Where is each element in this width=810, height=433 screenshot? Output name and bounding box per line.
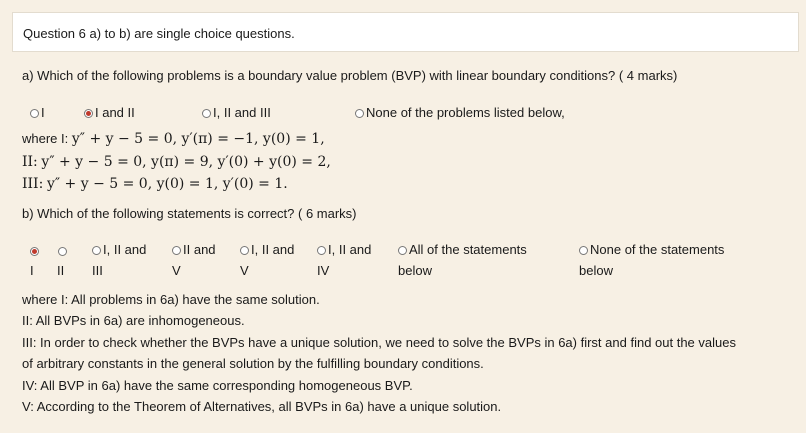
part-b-option-7[interactable]: All of the statements bbox=[398, 242, 527, 257]
part-b-option-1[interactable] bbox=[30, 243, 41, 258]
part-b-option-4[interactable]: II and bbox=[172, 242, 216, 257]
equation-2-line bbox=[22, 154, 331, 170]
equation-2-label: II: bbox=[22, 154, 38, 170]
part-b-option-8[interactable]: None of the statements bbox=[579, 242, 724, 257]
radio-icon[interactable] bbox=[317, 246, 326, 255]
radio-icon[interactable] bbox=[355, 109, 364, 118]
radio-icon[interactable] bbox=[579, 246, 588, 255]
question-header bbox=[12, 12, 799, 52]
statement-iv: IV: All BVP in 6a) have the same corresponding homogeneous BVP. bbox=[22, 378, 413, 393]
question-body bbox=[12, 58, 797, 426]
radio-icon[interactable] bbox=[172, 246, 181, 255]
radio-icon[interactable] bbox=[202, 109, 211, 118]
radio-selected-icon[interactable] bbox=[84, 109, 93, 118]
part-b-option-5-label: V bbox=[240, 263, 249, 278]
option-label: I bbox=[41, 105, 45, 120]
part-b-option-6-label: IV bbox=[317, 263, 330, 278]
part-a-option-4[interactable] bbox=[355, 105, 565, 120]
statement-iii-continued: of arbitrary constants in the general solution by the fulfilling boundary conditions. bbox=[22, 356, 484, 371]
part-b-option-2-label: II bbox=[57, 263, 65, 278]
statement-iii: III: In order to check whether the BVPs have a unique solution, we need to solve the BVPs in 6a) first and find out the values bbox=[22, 335, 736, 350]
equation-3-line bbox=[22, 176, 288, 192]
radio-icon[interactable] bbox=[58, 247, 67, 256]
radio-icon[interactable] bbox=[92, 246, 101, 255]
part-b-option-3[interactable]: I, II and bbox=[92, 242, 146, 257]
option-label: None of the problems listed below, bbox=[366, 105, 565, 120]
equation-3-label: III: bbox=[22, 176, 44, 192]
statement-i: where I: All problems in 6a) have the same solution. bbox=[22, 292, 320, 307]
statement-v: V: According to the Theorem of Alternatives, all BVPs in 6a) have a unique solution. bbox=[22, 399, 502, 414]
option-label: I, II and III bbox=[213, 105, 271, 120]
part-b-question: b) Which of the following statements is correct? ( 6 marks) bbox=[22, 206, 357, 221]
part-b-option-4-label: V bbox=[172, 263, 181, 278]
equation-1-line bbox=[22, 131, 325, 147]
part-a-option-1[interactable] bbox=[30, 105, 45, 120]
equation-1: y″ + y − 5 = 0, y′(π) = −1, y(0) = 1, bbox=[71, 131, 325, 147]
part-b-option-6[interactable]: I, II and bbox=[317, 242, 371, 257]
radio-icon[interactable] bbox=[30, 109, 39, 118]
statement-ii: II: All BVPs in 6a) are inhomogeneous. bbox=[22, 313, 245, 328]
equation-2: y″ + y − 5 = 0, y(π) = 9, y′(0) + y(0) = 2, bbox=[41, 154, 331, 170]
radio-icon[interactable] bbox=[398, 246, 407, 255]
option-label: I and II bbox=[95, 105, 135, 120]
radio-selected-icon[interactable] bbox=[30, 247, 39, 256]
part-b-option-8-label: below bbox=[579, 263, 613, 278]
part-a-question: a) Which of the following problems is a boundary value problem (BVP) with linear boundary conditions? ( 4 marks) bbox=[22, 68, 678, 83]
question-title: Question 6 a) to b) are single choice questions. bbox=[23, 26, 295, 41]
radio-icon[interactable] bbox=[240, 246, 249, 255]
part-b-option-7-label: below bbox=[398, 263, 432, 278]
part-b-option-2[interactable] bbox=[58, 243, 69, 258]
where-prefix: where I: bbox=[22, 131, 69, 146]
part-a-option-2[interactable] bbox=[84, 105, 135, 120]
part-b-option-1-label: I bbox=[30, 263, 34, 278]
part-a-option-3[interactable] bbox=[202, 105, 271, 120]
part-b-option-5[interactable]: I, II and bbox=[240, 242, 294, 257]
equation-3: y″ + y − 5 = 0, y(0) = 1, y′(0) = 1. bbox=[46, 176, 288, 192]
part-b-option-3-label: III bbox=[92, 263, 103, 278]
